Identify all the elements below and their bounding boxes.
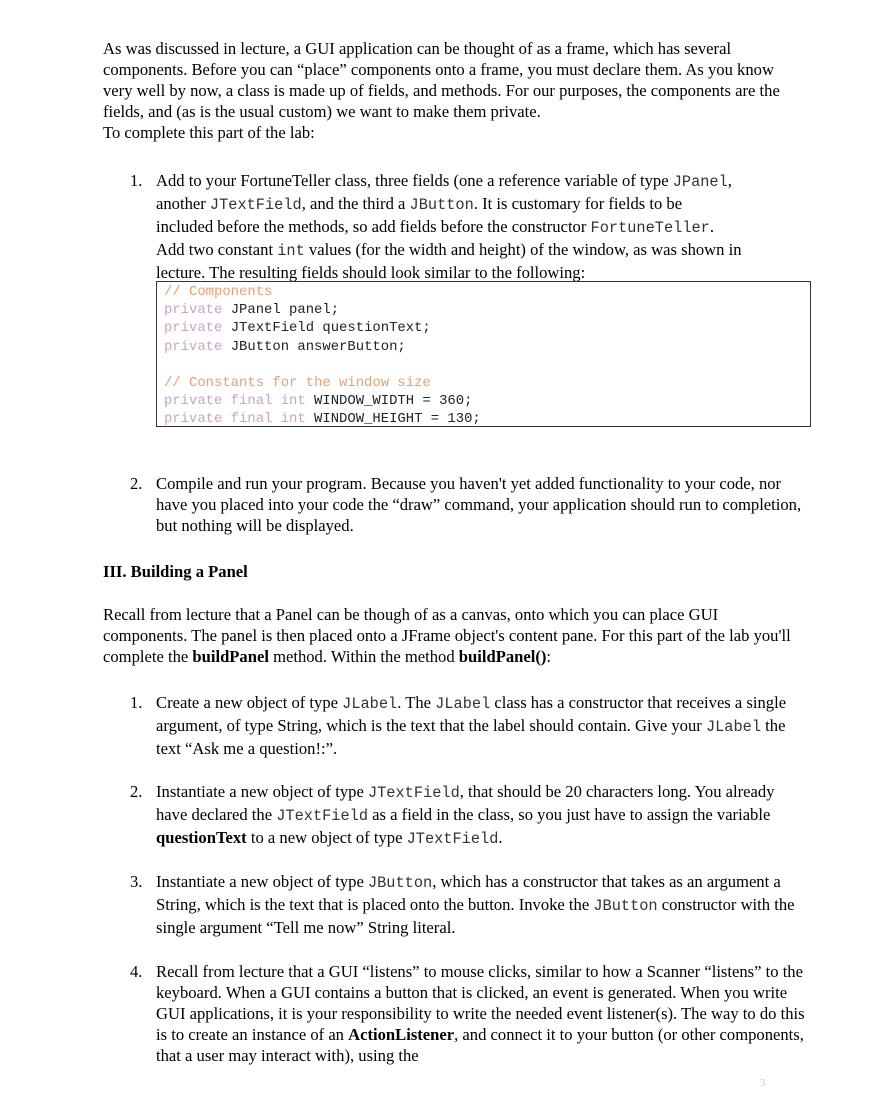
code-line — [164, 338, 810, 356]
code-text: JButton answerButton; — [222, 338, 406, 355]
code-keyword: private — [164, 302, 223, 319]
text-part: , that should be 20 characters long. You already have declared the — [156, 782, 775, 824]
code-jtextfield: JTextField — [406, 830, 499, 848]
step-2-number: 2. — [130, 474, 143, 493]
text-part: . — [498, 828, 503, 847]
build-step-1-text — [156, 692, 806, 759]
section-3-text: method. Within the method — [268, 647, 459, 666]
code-line — [164, 410, 810, 428]
step-1-text-part: Add two constant — [156, 240, 278, 259]
code-keyword: private — [164, 338, 223, 355]
step-1-item — [130, 170, 810, 280]
code-fortuneteller: FortuneTeller — [590, 219, 710, 237]
code-text: JPanel panel; — [222, 302, 340, 319]
text-part: Create a new object of type — [156, 693, 343, 712]
step-1-text-part: , and the third a — [301, 194, 410, 213]
code-jbutton: JButton — [409, 196, 474, 214]
code-line — [164, 301, 810, 319]
intro-text: As was discussed in lecture, a GUI application can be thought of as a frame, which has several components. Before you can “place” components onto a frame, you must declare them. As you know very well by now, a class is made up of fields, and methods. For our purposes, the components are the fields, and (as is the usual custom) we want to make them private. — [103, 39, 780, 121]
text-part: class has a constructor that receives a single argument, of type String, which is the text that the label should contain. Give your — [156, 693, 787, 735]
text-part: . The — [397, 693, 436, 712]
code-keyword: private final int — [164, 393, 306, 410]
code-line — [164, 283, 810, 301]
code-keyword: private final int — [164, 411, 306, 428]
text-part: as a field in the class, so you just have to assign the variable — [368, 805, 771, 824]
build-step-2-text — [156, 781, 806, 850]
step-1-text-part: values (for the width and height) of the window, as was shown in — [304, 240, 742, 259]
step-2-text: Compile and run your program. Because you haven't yet added functionality to your code, nor have you placed into your code the “draw” command, your application should run to completion, but nothing will be displayed. — [156, 474, 802, 535]
bold-buildpanel-call: buildPanel() — [458, 647, 547, 666]
code-jlabel: JLabel — [342, 695, 398, 713]
build-step-4-number: 4. — [130, 962, 143, 981]
code-comment: // Constants for the window size — [164, 374, 431, 391]
build-step-2-number: 2. — [130, 782, 143, 801]
code-jlabel: JLabel — [705, 718, 762, 736]
code-blank-line — [164, 356, 810, 374]
step-1-text-part: . It is customary for fields to be — [473, 194, 683, 213]
step-1-text-part: another — [156, 194, 210, 213]
step-1-text-part: , — [727, 171, 732, 190]
code-int: int — [277, 242, 305, 260]
text-part: constructor with the single argument “Tell me now” String literal. — [156, 895, 795, 937]
build-step-3-number: 3. — [130, 872, 143, 891]
intro-paragraph — [103, 38, 803, 143]
code-jbutton: JButton — [593, 897, 658, 915]
text-part: , and connect it to your button (or other components, that a user may interact with), using the — [156, 1025, 804, 1065]
text-part: the text “Ask me a question!:”. — [156, 716, 786, 758]
code-jlabel: JLabel — [435, 695, 491, 713]
bold-buildpanel: buildPanel — [192, 647, 269, 666]
build-step-3-text — [156, 871, 806, 938]
code-keyword: private — [164, 320, 223, 337]
code-jbutton: JButton — [367, 874, 433, 892]
text-part: Instantiate a new object of type — [156, 782, 368, 801]
step-1-number: 1. — [130, 171, 143, 190]
section-3-text: : — [546, 647, 552, 666]
build-step-1-number: 1. — [130, 693, 143, 712]
bold-questiontext: questionText — [156, 828, 247, 847]
code-text: JTextField questionText; — [222, 320, 431, 337]
code-line — [164, 319, 810, 337]
step-1-text-part: Add to your FortuneTeller class, three fields (one a reference variable of type — [156, 171, 673, 190]
page-number: 3 — [760, 1077, 766, 1089]
code-comment: // Components — [164, 284, 273, 300]
code-text: WINDOW_WIDTH = 360; — [305, 393, 473, 410]
code-jtextfield: JTextField — [367, 784, 460, 802]
step-1-text-part: included before the methods, so add fields before the constructor — [156, 217, 591, 236]
code-line — [164, 374, 810, 392]
section-heading: III. Building a Panel — [103, 562, 248, 581]
code-line — [164, 392, 810, 410]
bold-actionlistener: ActionListener — [348, 1025, 455, 1044]
build-step-1-item — [130, 692, 810, 758]
text-part: Instantiate a new object of type — [156, 872, 368, 891]
build-step-3-item — [130, 871, 810, 937]
build-step-4-item — [130, 961, 810, 1071]
text-part: to a new object of type — [246, 828, 407, 847]
step-2-item — [130, 473, 810, 539]
section-3-paragraph — [103, 604, 803, 667]
step-1-text-part: lecture. The resulting fields should look similar to the following: — [156, 263, 586, 282]
code-jtextfield: JTextField — [209, 196, 302, 214]
section-3-text: Recall from lecture that a Panel can be though of as a canvas, onto which you can place GUI components. The panel is then placed onto a JFrame object's content pane. For this part of the lab you'll complete the — [103, 605, 791, 666]
code-text: WINDOW_HEIGHT = 130; — [305, 411, 481, 428]
step-1-text — [156, 170, 806, 283]
code-block — [156, 281, 811, 427]
text-part: Recall from lecture that a GUI “listens” to mouse clicks, similar to how a Scanner “listens” to the keyboard. When a GUI contains a button that is clicked, an event is generated. When you write GUI applications, it is your responsibility to write the needed event listener(s). The way to do this is to create an instance of an — [156, 962, 805, 1044]
intro-complete-line: To complete this part of the lab: — [103, 123, 315, 142]
build-step-4-text — [156, 961, 806, 1066]
build-step-2-item — [130, 781, 810, 847]
code-jpanel: JPanel — [672, 173, 728, 191]
text-part: , which has a constructor that takes as an argument a String, which is the text that is placed onto the button. Invoke the — [156, 872, 781, 914]
step-1-text-part: . — [709, 217, 715, 236]
code-jtextfield: JTextField — [276, 807, 369, 825]
